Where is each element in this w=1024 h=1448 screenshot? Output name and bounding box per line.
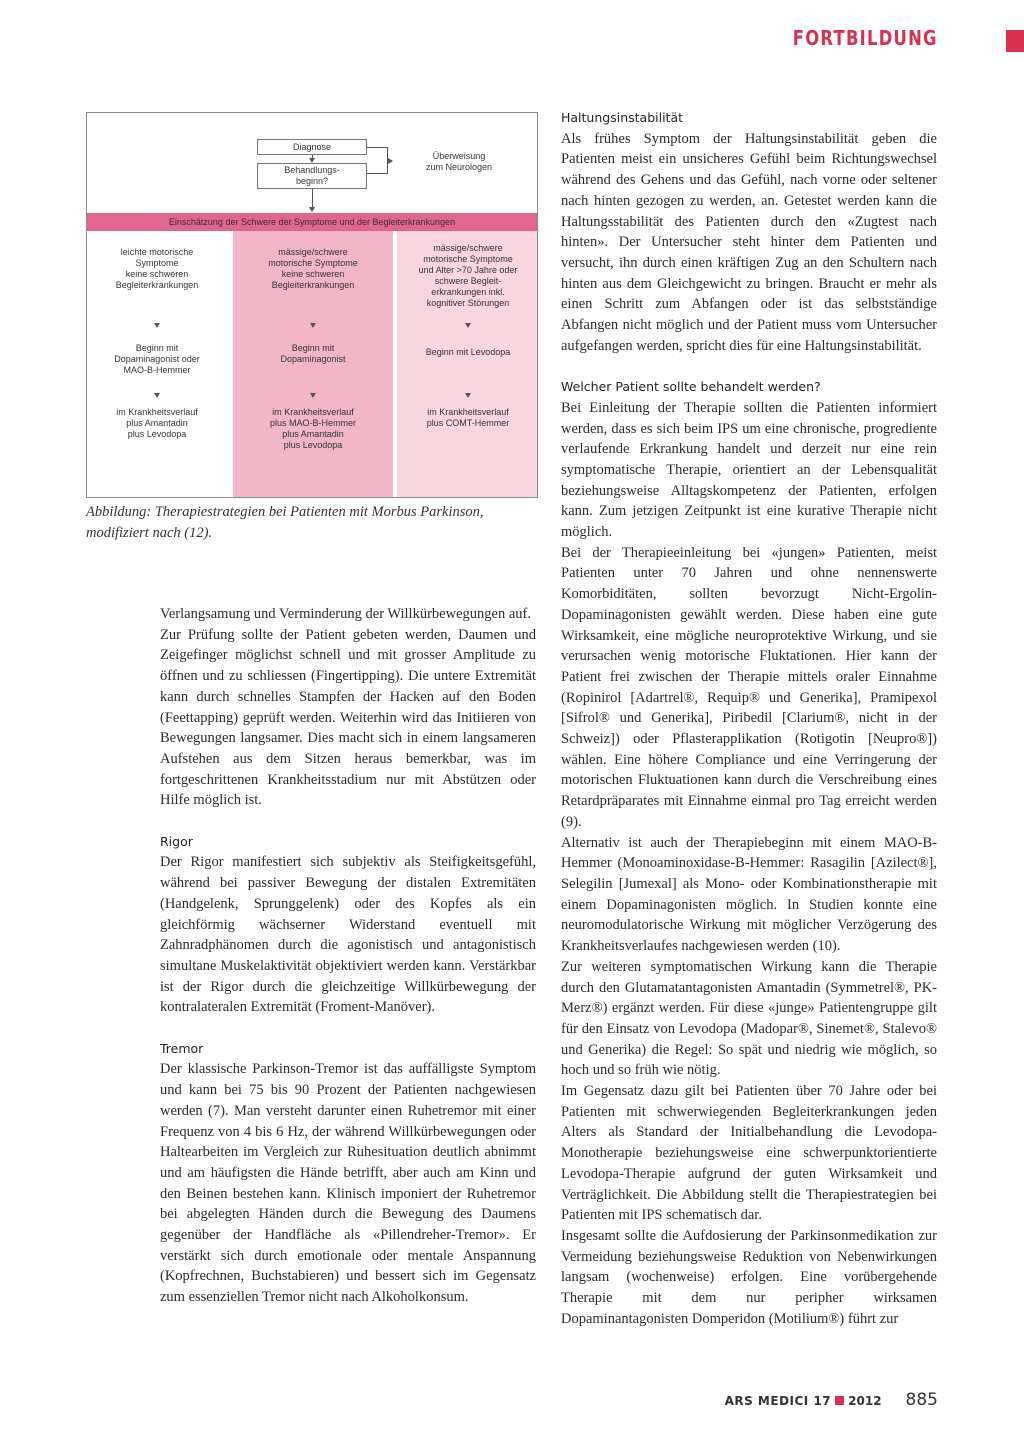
flowchart-behandlungsbeginn-box: Behandlungs- beginn? [257, 163, 367, 189]
therapy-flowchart [86, 112, 538, 498]
paragraph: Zur weiteren symptomatischen Wirkung kann die Therapie durch den Glutamatantagonisten Amantadin (Symmetrel®, PK-Merz®) ergänzt werden. Für diese «junge» Patientengruppe gilt für den Einsatz von Levodopa (Madopar®, Sinemet®, Stalevo® und Generika) die Regel: So spät und niedrig wie möglich, so hoch und so früh wie nötig. [561, 958, 937, 1079]
flowchart-column-moderate [233, 231, 393, 497]
flowchart-col2-start: Beginn mit Dopaminagonist [280, 343, 346, 364]
paragraph: Zur Prüfung sollte der Patient gebeten werden, Daumen und Zeigefinger möglichst schnell und mit grosser Amplitude zu öffnen und zu schliessen (Fingertipping). Die untere Extremität kann durch schnelles Stampfen der Hacken auf den Boden (Feettapping) geprüft werden. Weiterhin wird das Initiieren von Bewegungen langsamer. Dies macht sich in einem langsameren Aufstehen aus dem Sitzen heraus bemerkbar, was im fortgeschrittenen Krankheitsstadium nur mit Abstützen oder Hilfe möglich ist. [160, 626, 536, 809]
page-footer [725, 1390, 938, 1410]
flowchart-connector [312, 189, 313, 209]
flowchart-arrow [309, 207, 315, 212]
paragraph: Insgesamt sollte die Aufdosierung der Parkinsonmedikation zur Vermeidung beziehungsweise Reduktion von Nebenwirkungen langsam (wochenweise) erfolgen. Eine vorübergehende Therapie mit dem nur peripher wirksamen Dopaminantagonisten Domperidon (Motilium®) führt zur [561, 1227, 937, 1327]
flowchart-arrow [310, 393, 316, 398]
paragraph: Der Rigor manifestiert sich subjektiv als Steifigkeitsgefühl, während bei passiver Bewegung der distalen Extremitäten (Handgelenk, Sprunggelenk) oder des Kopfes als ein gleichförmig wächserner Widerstand eventuell mit Zahnradphänomen durch die agonistisch und antagonistisch simultane Muskelaktivität objektiviert werden kann. Verstärkbar ist der Rigor durch die gleichzeitige Willkürbewegung der kontralateralen Extremität (Froment-Manöver). [160, 854, 536, 1016]
left-text-column [160, 604, 536, 1308]
flowchart-connector [367, 147, 387, 148]
page-number: 885 [905, 1390, 938, 1410]
rigor-heading: Rigor [160, 833, 193, 849]
flowchart-col3-start: Beginn mit Levodopa [425, 347, 511, 357]
footer-square-icon [835, 1396, 844, 1405]
flowchart-col2-course: im Krankheitsverlauf plus MAO-B-Hemmer plus Amantadin plus Levodopa [269, 407, 356, 450]
paragraph: Als frühes Symptom der Haltungsinstabilität geben die Patienten meist ein unsicheres Gefühl beim Richtungswechsel während des Gehens und das Gefühl, nach vorne oder seltener nach hinten gezogen zu werden, an. Getestet werden kann die Haltungsstabilität des Patienten durch den «Zugtest nach hinten». Der Untersucher steht hinter dem Patienten und versucht, ihn durch einen kräftigen Zug an den Schultern nach hinten aus dem Gleichgewicht zu bringen. Braucht er mehr als einen Schritt zum Abfangen oder ist das selbstständige Abfangen nicht möglich und der Patient muss vom Untersucher aufgefangen werden, spricht dies für eine Haltungsinstabilität. [561, 130, 937, 354]
journal-year: 2012 [848, 1394, 882, 1408]
flowchart-col2-head: mässige/schwere motorische Symptome keine schweren Begleiterkrankungen [268, 247, 358, 290]
flowchart-arrow [154, 393, 160, 398]
flowchart-assessment-band: Einschätzung der Schwere der Symptome und der Begleiterkrankungen [87, 213, 537, 231]
flowchart-col1-course: im Krankheitsverlauf plus Amantadin plus Levodopa [116, 407, 198, 439]
flowchart-arrow [465, 323, 471, 328]
flowchart-arrow [388, 158, 393, 164]
tremor-heading: Tremor [160, 1040, 204, 1056]
paragraph: Der klassische Parkinson-Tremor ist das auffälligste Symptom und kann bei 75 bis 90 Prozent der Patienten nachgewiesen werden (7). Man versteht darunter einen Ruhetremor mit einer Frequenz von 4 bis 6 Hz, der während Willkürbewegungen oder Haltearbeiten im Vergleich zur Ruhesituation deutlich abnimmt und am häufigsten die Hände betrifft, aber auch am Kinn und den Beinen bestehen kann. Klinisch imponiert der Ruhetremor bei abgelegten Händen durch die Bewegung des Daumens gegenüber der Handfläche als «Pillendreher-Tremor». Er verstärkt sich durch emotionale oder mentale Anspannung (Kopfrechnen, Buchstabieren) und bessert sich im Gegensatz zum essenziellen Tremor nicht nach Alkoholkonsum. [160, 1061, 536, 1306]
haltungsinstabilitaet-heading: Haltungsinstabilität [561, 110, 684, 125]
flowchart-arrow [310, 323, 316, 328]
flowchart-col1-head: leichte motorische Symptome keine schweren Begleiterkrankungen [115, 247, 199, 290]
flowchart-diagnose-box: Diagnose [257, 139, 367, 155]
flowchart-connector [367, 173, 387, 174]
welcher-patient-heading: Welcher Patient sollte behandelt werden? [561, 379, 821, 395]
flowchart-arrow [154, 323, 160, 328]
flowchart-col1-start: Beginn mit Dopaminagonist oder MAO-B-Hemmer [114, 343, 200, 375]
flowchart-arrow [465, 393, 471, 398]
section-label: FORTBILDUNG [793, 26, 938, 50]
flowchart-column-elderly [397, 231, 538, 497]
paragraph: Bei der Therapieeinleitung bei «jungen» Patienten, meist Patienten unter 70 Jahren und ohne nennenswerte Komorbiditäten, sollten bevorzugt Nicht-Ergolin-Dopaminagonisten gewählt werden. Diese haben eine gute Wirksamkeit, eine mögliche neuroprotektive Wirkung, und sie verursachen wenig motorische Fluktationen. Hier kann der Patient frei zwischen der Therapie mittels oraler Einnahme (Ropinirol [Adartrel®, Requip® und Generika], Pramipexol [Sifrol® und Generika], Piribedil [Clarium®, nicht in der Schweiz]) oder Pflasterapplikation (Rotigotin [Neupro®]) wählen. Eine höhere Compliance und eine Verringerung der motorischen Fluktuationen kann durch die Verschreibung eines Retardpräparates mit Einnahme einmal pro Tag erreicht werden (9). [561, 544, 937, 830]
flowchart-column-mild [87, 231, 227, 497]
right-text-column [561, 108, 937, 1329]
paragraph: Im Gegensatz dazu gilt bei Patienten über 70 Jahre oder bei Patienten mit schwerwiegenden Begleiterkrankungen jeden Alters als Standard der Initialbehandlung die Levodopa-Monotherapie beziehungsweise eine schwerpunktorientierte Levodopa-Therapie aufgrund der guten Wirksamkeit und Verträglichkeit. Die Abbildung stellt die Therapiestrategien bei Patienten mit IPS schematisch dar. [561, 1083, 937, 1224]
paragraph: Verlangsamung und Verminderung der Willkürbewegungen auf. [160, 606, 531, 622]
flowchart-col3-course: im Krankheitsverlauf plus COMT-Hemmer [426, 407, 510, 428]
flowchart-col3-head: mässige/schwere motorische Symptome und Alter >70 Jahre oder schwere Begleit- erkrankungen inkl. kognitiver Störungen [418, 243, 518, 308]
flowchart-ueberweisung-box: Überweisung zum Neurologen [395, 149, 523, 175]
figure-caption: Abbildung: Therapiestrategien bei Patienten mit Morbus Parkinson, modifiziert nach (12). [86, 504, 484, 541]
section-marker [1006, 30, 1024, 52]
paragraph: Alternativ ist auch der Therapiebeginn mit einem MAO-B-Hemmer (Monoaminoxidase-B-Hemmer: Rasagilin [Azilect®], Selegilin [Jumexal] als Mono- oder Kombinationstherapie mit einem Dopaminagonisten möglich. In Studien konnte eine neuromodulatorische Wirkung mit möglicher Verzögerung des Krankheitsverlaufes nachgewiesen werden (10). [561, 834, 937, 955]
journal-name: ARS MEDICI 17 [724, 1394, 832, 1408]
paragraph: Bei Einleitung der Therapie sollten die Patienten informiert werden, dass es sich beim IPS um eine chronische, progrediente verlaufende Erkrankung handelt und derzeit nur eine rein symptomatische Therapie, orientiert an der Lebensqualität beziehungsweise Alltagskompetenz der Patienten, erfolgen kann. Zum jetzigen Zeitpunkt ist eine kurative Therapie nicht möglich. [561, 399, 937, 541]
